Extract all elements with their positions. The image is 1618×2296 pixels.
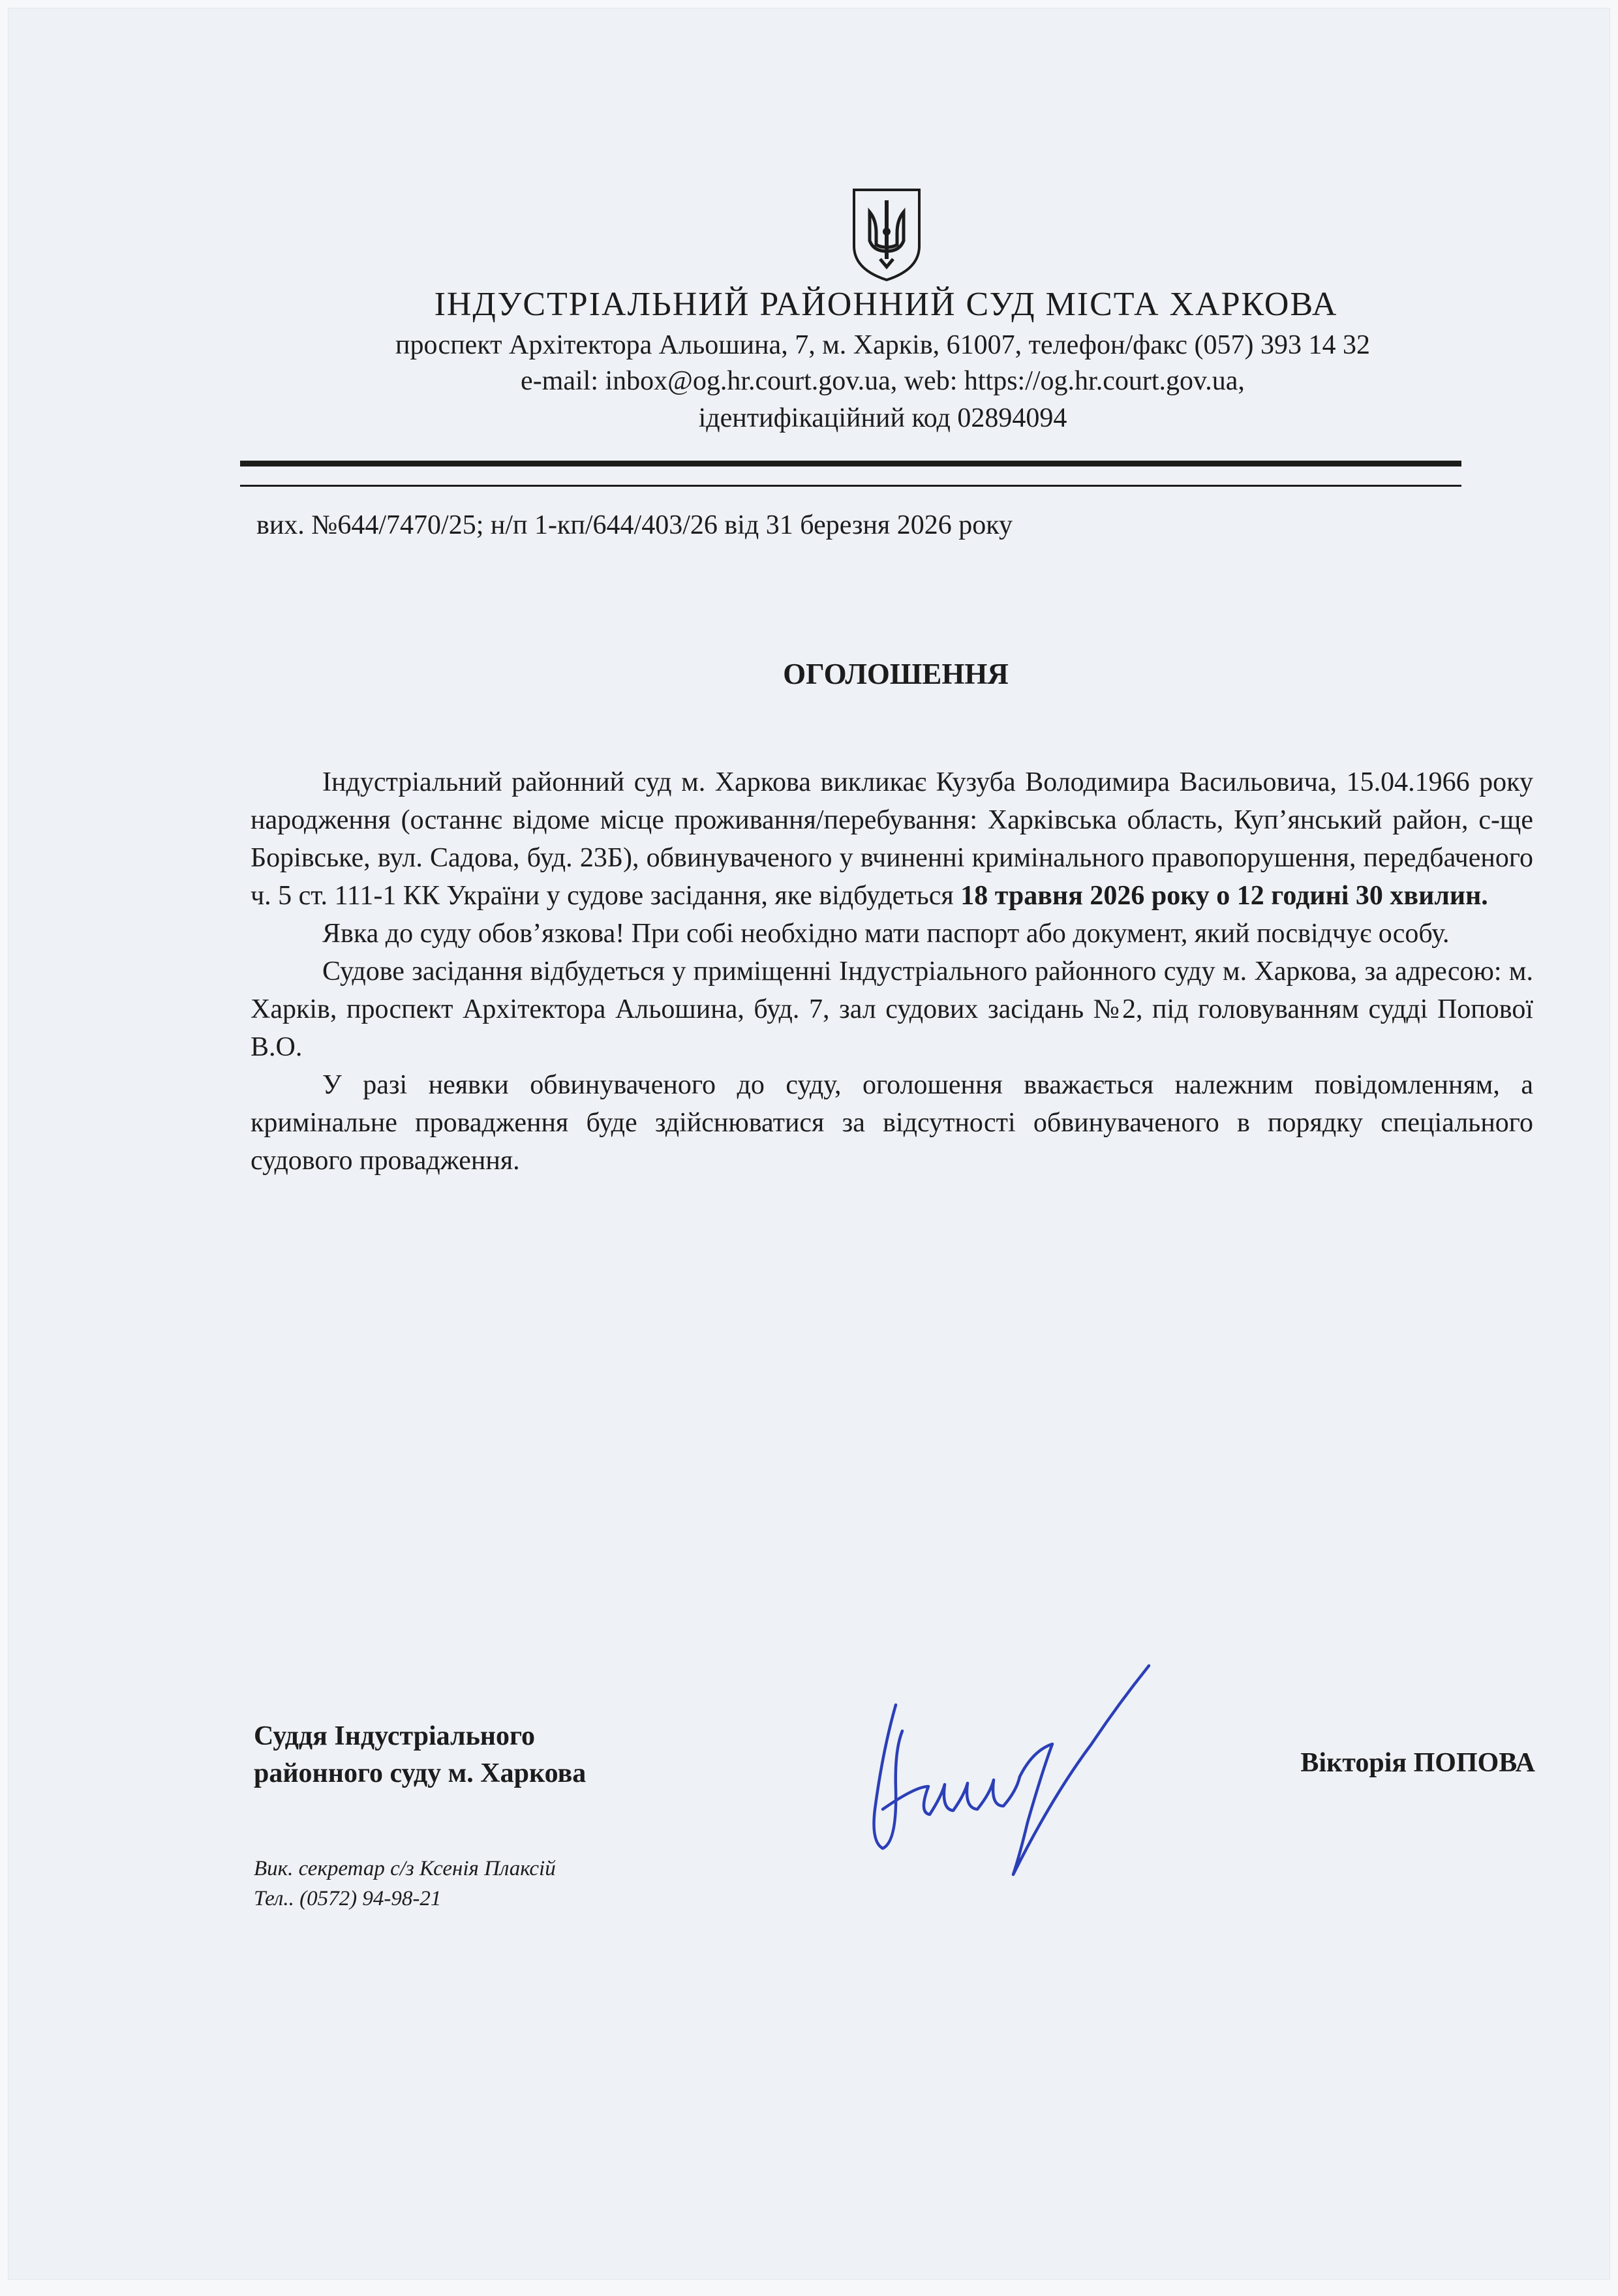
handwritten-signature <box>857 1646 1157 1888</box>
trident-coat-of-arms-icon <box>850 186 923 283</box>
announcement-body <box>251 763 1533 1180</box>
outgoing-reference: вих. №644/7470/25; н/п 1-кп/644/403/26 від 31 березня 2026 року <box>256 510 1013 540</box>
signatory-position <box>254 1718 586 1792</box>
document-page <box>8 8 1610 2280</box>
signatory-position-line1: Суддя Індустріального <box>254 1721 536 1751</box>
executor-phone: Тел.. (0572) 94-98-21 <box>254 1887 442 1910</box>
paragraph-summons <box>251 763 1533 915</box>
header-divider-thick <box>240 461 1461 467</box>
header-divider-thin <box>240 485 1461 487</box>
signatory-position-line2: районного суду м. Харкова <box>254 1758 587 1788</box>
court-address: проспект Архітектора Альошина, 7, м. Харків, 61007, телефон/факс (057) 393 14 32 <box>395 330 1370 360</box>
court-id-code: ідентифікаційний код 02894094 <box>698 403 1067 433</box>
hearing-datetime: 18 травня 2026 року о 12 годині 30 хвилин. <box>960 881 1488 911</box>
summons-text: Індустріальний районний суд м. Харкова викликає Кузуба Володимира Васильовича, 15.04.1966 року народження (останнє відоме місце проживання/перебування: Харківська область, Куп’янський район, с-ще Борівське, вул. Садова, буд. 23Б), обвинуваченого у вчиненні кримінального правопорушення, передбаченого ч. 5 ст. 111-1 КК України у судове засідання, яке відбудеться <box>251 767 1533 911</box>
signatory-name: Вікторія ПОПОВА <box>1300 1748 1535 1778</box>
executor-name: Вик. секретар с/з Ксенія Плаксій <box>254 1857 556 1880</box>
paragraph-consequences: У разі неявки обвинуваченого до суду, оголошення вважається належним повідомленням, а кримінальне провадження буде здійснюватися за відсутності обвинуваченого в порядку спеціального судового провадження. <box>251 1070 1533 1176</box>
paragraph-venue: Судове засідання відбудеться у приміщенні Індустріального районного суду м. Харкова, за адресою: м. Харків, проспект Архітектора Альошина, буд. 7, зал судових засідань №2, під головуванням судді Попової В.О. <box>251 957 1533 1062</box>
executor-info <box>254 1854 556 1914</box>
court-name: ІНДУСТРІАЛЬНИЙ РАЙОННИЙ СУД МІСТА ХАРКОВА <box>434 286 1338 323</box>
document-title: ОГОЛОШЕННЯ <box>783 658 1009 690</box>
paragraph-attendance: Явка до суду обов’язкова! При собі необхідно мати паспорт або документ, який посвідчує особу. <box>322 919 1450 949</box>
court-contacts: e-mail: inbox@og.hr.court.gov.ua, web: https://og.hr.court.gov.ua, <box>521 366 1245 396</box>
